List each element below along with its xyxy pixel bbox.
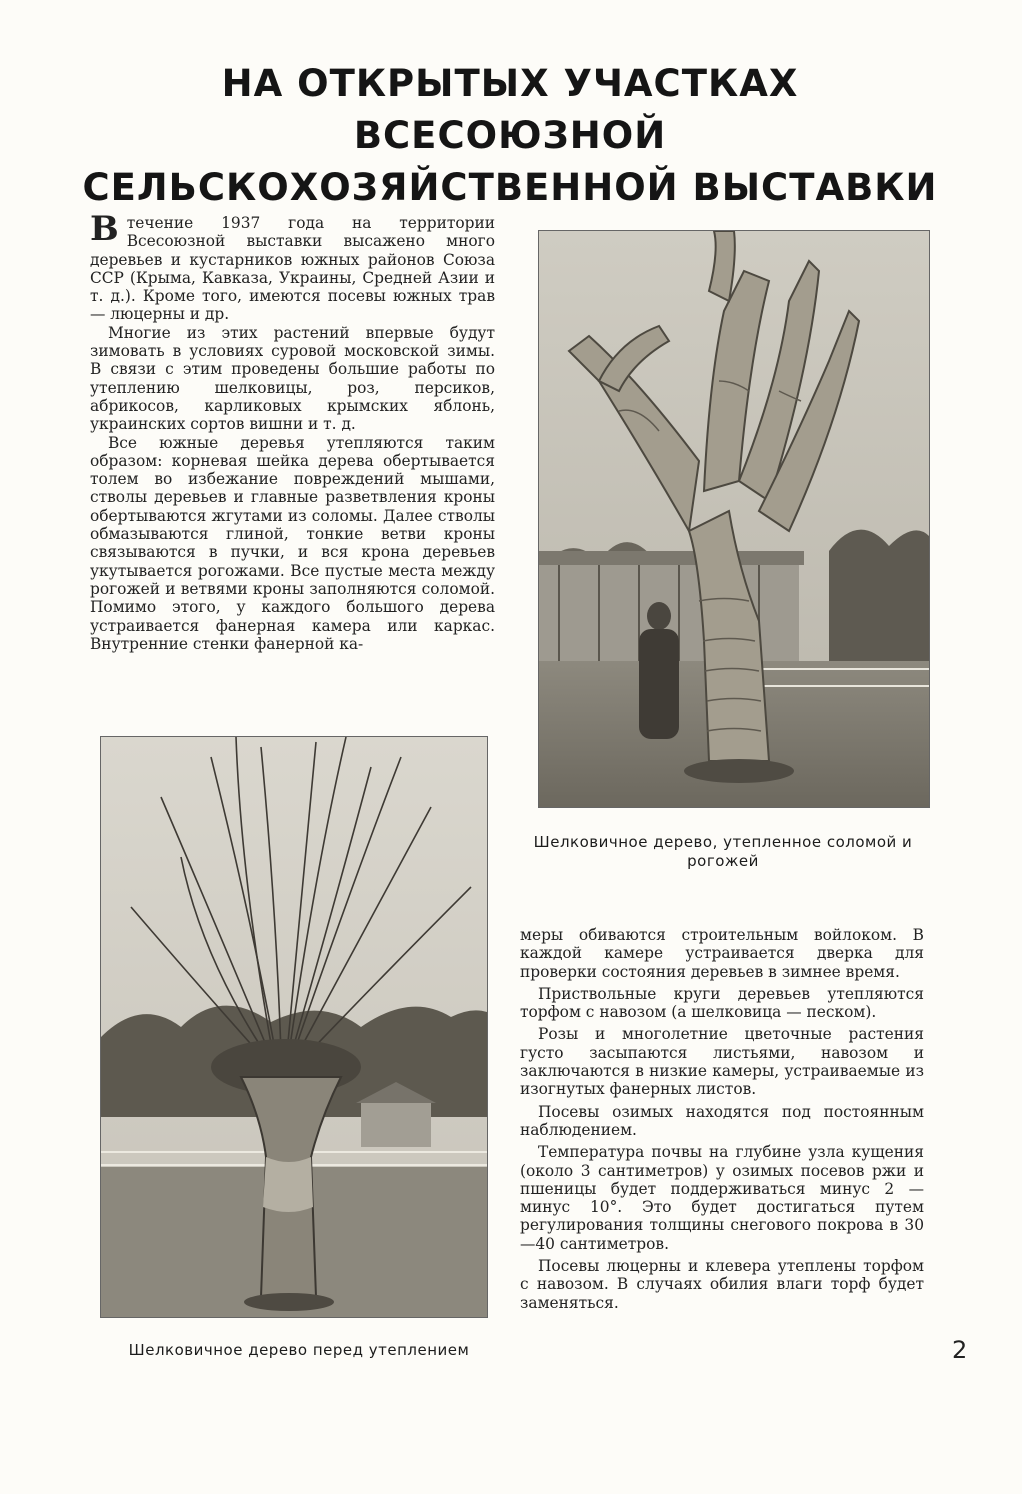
- article-paragraph: Приствольные круги деревьев утепляются торфом с навозом (а шелковица — песком).: [520, 984, 924, 1022]
- article-paragraph: В течение 1937 года на территории Всесоюзной выставки высажено много деревьев и кустарников южных районов Союза ССР (Крыма, Кавказа, Украины, Средней Азии и т. д.). Кроме того, имеются посевы южных трав — люцерны и др.: [90, 209, 495, 324]
- title-line-2: СЕЛЬСКОХОЗЯЙСТВЕННОЙ ВЫСТАВКИ: [82, 166, 938, 209]
- bottom-photo-caption: Шелковичное дерево перед утеплением: [128, 1341, 470, 1359]
- top-photo-caption: Шелковичное дерево, утепленное соломой и рогожей: [533, 833, 913, 870]
- title-line-1: НА ОТКРЫТЫХ УЧАСТКАХ ВСЕСОЮЗНОЙ: [221, 62, 799, 157]
- photo-wrapped-mulberry-tree: [538, 230, 930, 808]
- photo-mulberry-tree-before: [100, 736, 488, 1318]
- page-number: 2: [952, 1336, 968, 1364]
- article-paragraph: Розы и многолетние цветочные растения густо засыпаются листьями, навозом и заключаются в низкие камеры, устраиваемые из изогнутых фанерных листов.: [520, 1025, 924, 1099]
- article-paragraph: Многие из этих растений впервые будут зимовать в условиях суровой московской зимы. В связи с этим проведены большие работы по утеплению шелковицы, роз, персиков, абрикосов, карликовых крымских яблонь, украинских сортов вишни и т. д.: [90, 323, 495, 434]
- page-title: [70, 58, 950, 214]
- article-paragraph: Посевы люцерны и клевера утеплены торфом с навозом. В случаях обилия влаги торф будет заменяться.: [520, 1257, 924, 1312]
- article-left-column: [90, 209, 495, 653]
- article-right-column: [520, 926, 924, 1316]
- drop-cap: В: [90, 209, 119, 249]
- article-paragraph: Температура почвы на глубине узла кущения (около 3 сантиметров) у озимых посевов ржи и пшеницы будет поддерживаться минус 2 — минус 10°. Это будет достигаться путем регулирования толщины снегового покрова в 30—40 сантиметров.: [520, 1143, 924, 1253]
- article-paragraph: Посевы озимых находятся под постоянным наблюдением.: [520, 1102, 924, 1139]
- article-paragraph: меры обиваются строительным войлоком. В каждой камере устраивается дверка для проверки состояния деревьев в зимнее время.: [520, 926, 924, 981]
- article-paragraph: Все южные деревья утепляются таким образом: корневая шейка дерева обертывается толем во избежание повреждений мышами, стволы деревьев и главные разветвления кроны обертываются жгутами из соломы. Далее стволы обмазываются глиной, тонкие ветви кроны связываются в пучки, и вся крона деревьев укутывается рогожами. Все пустые места между рогожей и ветвями кроны заполняются соломой. Помимо этого, у каждого большого дерева устраивается фанерная камера или каркас. Внутренние стенки фанерной ка-: [90, 433, 495, 653]
